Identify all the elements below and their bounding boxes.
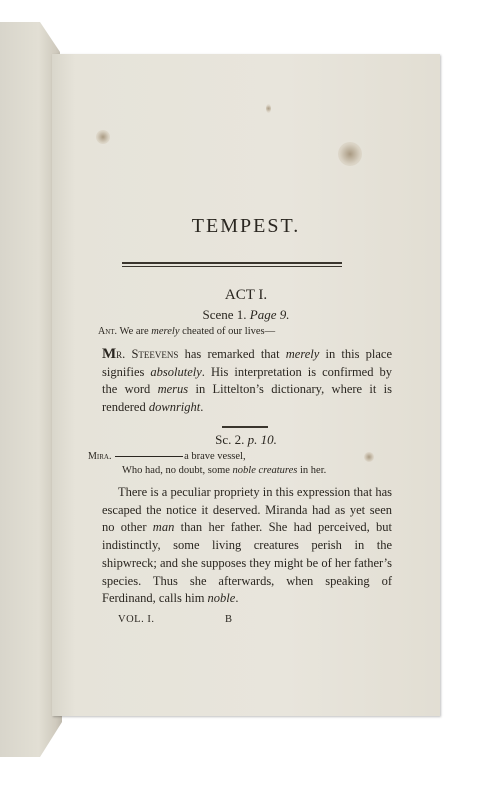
quote-ant bbox=[98, 326, 275, 337]
page-title: TEMPEST. bbox=[191, 215, 301, 237]
speaker-name: Ant. bbox=[98, 326, 118, 337]
signature-mark: B bbox=[225, 614, 233, 625]
paragraph-emphasis: downright bbox=[148, 400, 201, 415]
foxing-spot bbox=[338, 142, 362, 166]
paragraph-noble bbox=[102, 484, 392, 608]
paragraph-emphasis: merus bbox=[157, 382, 189, 397]
paragraph-text: . bbox=[235, 591, 239, 606]
scene-page-ref: p. 10. bbox=[247, 432, 277, 447]
drop-cap: M bbox=[102, 346, 117, 362]
quote-mira-line1 bbox=[88, 451, 246, 462]
paragraph-text: in this place signifies bbox=[102, 347, 393, 379]
quote-text: a brave vessel, bbox=[184, 451, 246, 462]
book-page bbox=[52, 54, 440, 716]
paragraph-text: has remarked that bbox=[178, 347, 286, 361]
title-rule-thin bbox=[122, 266, 342, 267]
scene2-heading bbox=[52, 432, 440, 448]
quote-emphasis: noble creatures bbox=[232, 465, 298, 476]
quote-text: We are bbox=[117, 326, 152, 337]
paragraph-text: than her father. She had perceived, but indistinctly, some living creatures perish in the shipwreck; and she supposes they might be of her father’s species. Thus she afterwards, when speaking of Ferdinand, calls him bbox=[102, 520, 392, 606]
paragraph-emphasis: noble bbox=[207, 591, 236, 606]
scene-heading bbox=[52, 307, 440, 323]
quote-text: cheated of our lives— bbox=[179, 326, 276, 337]
paragraph-emphasis: absolutely bbox=[150, 364, 202, 379]
foxing-spot bbox=[266, 104, 271, 113]
quote-text: in her. bbox=[297, 465, 327, 476]
act-heading: ACT I. bbox=[224, 287, 268, 303]
paragraph-text: . His interpretation is confirmed by the word bbox=[102, 364, 393, 397]
paragraph-text: in Littelton’s dictionary, where it is rendered bbox=[102, 382, 393, 415]
quote-emphasis: merely bbox=[151, 326, 180, 337]
scene-label: Scene 1. bbox=[202, 307, 250, 322]
title-rule bbox=[122, 262, 342, 264]
scene-label: Sc. 2. bbox=[215, 432, 248, 447]
paragraph-emphasis: merely bbox=[285, 347, 320, 361]
section-rule bbox=[222, 426, 268, 428]
paragraph-text: There is a peculiar propriety in this expression that has escaped the notice it deserved. Miranda had as yet seen no other bbox=[102, 485, 392, 535]
foxing-spot bbox=[364, 452, 374, 462]
quote-dash bbox=[115, 456, 183, 457]
speaker-name: Mira. bbox=[88, 451, 112, 462]
paragraph-text: . bbox=[200, 400, 204, 415]
volume-footer: VOL. I. bbox=[118, 614, 155, 625]
foxing-spot bbox=[96, 130, 110, 144]
paragraph-merely bbox=[102, 346, 392, 417]
paragraph-emphasis: man bbox=[152, 520, 175, 535]
scene-page-ref: Page 9. bbox=[249, 307, 290, 322]
author-name: r. Steevens bbox=[116, 347, 179, 361]
quote-text: Who had, no doubt, some bbox=[122, 465, 233, 476]
quote-mira-line2 bbox=[122, 465, 326, 476]
